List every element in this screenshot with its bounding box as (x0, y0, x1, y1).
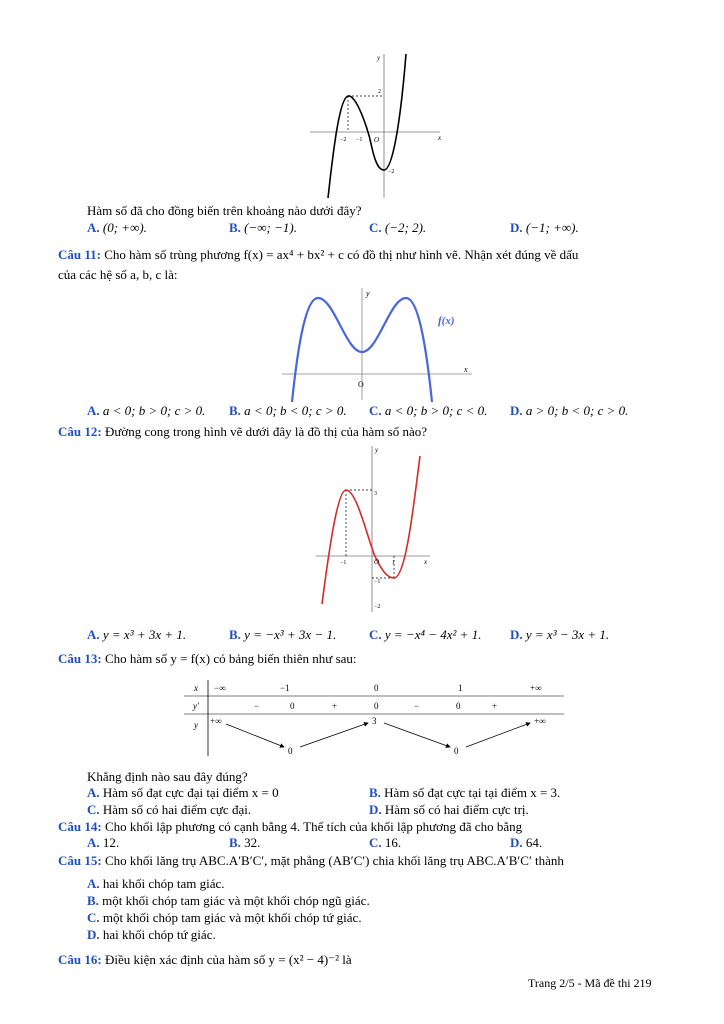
question-label: Câu 15: (58, 853, 102, 868)
sign-2: − (414, 701, 420, 711)
question-text: Cho hàm số y = f(x) có bảng biến thiên như sau: (104, 651, 357, 666)
q15-option-a[interactable] (87, 876, 225, 892)
variation-table (180, 676, 570, 760)
option-label: A. (87, 220, 100, 235)
option-label: A. (87, 835, 100, 850)
sign-1: + (332, 701, 338, 711)
option-label: B. (229, 835, 241, 850)
option-text: y = x³ + 3x + 1. (102, 627, 187, 642)
x-value-1: −1 (280, 683, 290, 693)
q11-option-a[interactable] (87, 403, 205, 419)
origin-label: O (374, 136, 380, 144)
option-label: D. (510, 627, 523, 642)
x-axis-label: x (424, 558, 428, 566)
tick-minus-2: −2 (340, 137, 347, 143)
option-label: C. (369, 627, 382, 642)
q14-option-d[interactable] (510, 835, 542, 851)
question-label: Câu 12: (58, 424, 102, 439)
option-label: A. (87, 627, 100, 642)
x-value-0: −∞ (214, 683, 226, 693)
option-text: 32. (244, 835, 261, 850)
x-value-4: +∞ (530, 683, 542, 693)
q15-stem (58, 853, 564, 869)
tick-y-minus-1: −1 (374, 579, 381, 585)
tick-x-minus-1: −1 (340, 560, 347, 566)
q13-option-b[interactable] (369, 785, 560, 801)
option-text: y = −x⁴ − 4x² + 1. (384, 627, 482, 642)
q13-stem-2: Khẳng định nào sau đây đúng? (87, 769, 248, 784)
option-text: 64. (525, 835, 543, 850)
question-label: Câu 13: (58, 651, 102, 666)
zero-1: 0 (374, 701, 379, 711)
zero-0: 0 (290, 701, 295, 711)
x-value-3: 1 (458, 683, 463, 693)
option-label: C. (369, 403, 382, 418)
tick-y-top: 2 (378, 89, 381, 95)
question-text: Điều kiện xác định của hàm số y = (x² − 4)⁻² là (104, 952, 352, 967)
option-text: Hàm số có hai điểm cực trị. (384, 802, 529, 817)
option-label: B. (229, 627, 241, 642)
option-label: C. (87, 802, 100, 817)
option-label: B. (229, 403, 241, 418)
sign-0: − (254, 701, 260, 711)
q13-option-c[interactable] (87, 802, 251, 818)
question-label: Câu 16: (58, 952, 102, 967)
q12-stem (58, 424, 427, 440)
arrow-up-1 (300, 723, 368, 747)
graph-quartic (278, 284, 478, 402)
q16-stem (58, 952, 352, 968)
q12-option-a[interactable] (87, 627, 186, 643)
q15-option-d[interactable] (87, 927, 216, 943)
option-text: (−2; 2). (384, 220, 427, 235)
curve-label: f(x) (438, 315, 455, 327)
option-text: y = −x³ + 3x − 1. (244, 627, 337, 642)
q12-option-b[interactable] (229, 627, 336, 643)
q10-stem: Hàm số đã cho đồng biến trên khoảng nào dưới đây? (87, 203, 362, 218)
row-label-x: x (194, 683, 198, 693)
q11-option-b[interactable] (229, 403, 347, 419)
arrow-down-1 (226, 724, 284, 747)
x-axis-label: x (438, 134, 442, 142)
option-label: D. (510, 835, 523, 850)
option-label: C. (87, 910, 100, 925)
cubic-curve (328, 54, 406, 198)
question-text: Cho khối lập phương có cạnh bằng 4. Thể tích của khối lập phương đã cho bằng (104, 819, 523, 834)
y-value-0: +∞ (210, 716, 222, 726)
q15-option-b[interactable] (87, 893, 370, 909)
q10-option-a[interactable] (87, 220, 147, 236)
option-text: hai khối chóp tam giác. (102, 876, 225, 891)
q11-stem-2: của các hệ số a, b, c là: (58, 267, 178, 282)
q13-option-a[interactable] (87, 785, 279, 801)
question-text: Cho hàm số trùng phương f(x) = ax⁴ + bx² + c có đồ thị như hình vẽ. Nhận xét đúng về dấu (104, 247, 579, 262)
y-axis-label: y (366, 289, 370, 298)
graph-cubic-red (312, 442, 436, 614)
graph-cubic (300, 48, 450, 200)
option-label: D. (510, 220, 523, 235)
arrow-down-2 (384, 723, 450, 747)
option-label: A. (87, 403, 100, 418)
option-text: 16. (384, 835, 402, 850)
option-text: (−∞; −1). (244, 220, 297, 235)
option-label: D. (369, 802, 382, 817)
row-label-yprime: y′ (193, 701, 199, 711)
q15-option-c[interactable] (87, 910, 362, 926)
option-label: B. (87, 893, 99, 908)
question-text: Cho khối lăng trụ ABC.A′B′C′, mặt phẳng (AB′C′) chia khối lăng trụ ABC.A′B′C′ thành (104, 853, 564, 868)
q10-option-c[interactable] (369, 220, 426, 236)
question-label: Câu 14: (58, 819, 102, 834)
option-label: C. (369, 835, 382, 850)
y-value-4: +∞ (534, 716, 546, 726)
q14-option-b[interactable] (229, 835, 260, 851)
q14-option-c[interactable] (369, 835, 401, 851)
question-text: Đường cong trong hình vẽ dưới đây là đồ thị của hàm số nào? (104, 424, 428, 439)
y-value-1: 0 (288, 746, 293, 756)
option-label: D. (87, 927, 100, 942)
question-label: Câu 11: (58, 247, 101, 262)
option-text: (−1; +∞). (525, 220, 579, 235)
option-label: D. (510, 403, 523, 418)
q13-option-d[interactable] (369, 802, 529, 818)
option-text: Hàm số có hai điểm cực đại. (102, 802, 252, 817)
option-text: y = x³ − 3x + 1. (525, 627, 610, 642)
tick-y-minus-2: −2 (374, 604, 381, 610)
option-label: B. (369, 785, 381, 800)
tick-minus-1: −1 (356, 137, 363, 143)
option-text: (0; +∞). (102, 220, 147, 235)
y-axis-label: y (375, 446, 379, 454)
row-label-y: y (194, 720, 198, 730)
q12-option-d[interactable] (510, 627, 609, 643)
y-value-2: 3 (372, 716, 377, 726)
tick-y-3: 3 (374, 491, 377, 497)
x-axis-label: x (464, 365, 468, 374)
option-label: B. (229, 220, 241, 235)
sign-3: + (492, 701, 498, 711)
q12-option-c[interactable] (369, 627, 481, 643)
q14-option-a[interactable] (87, 835, 119, 851)
option-text: hai khối chóp tứ giác. (102, 927, 216, 942)
q13-stem (58, 651, 357, 667)
q11-option-d[interactable] (510, 403, 628, 419)
option-label: C. (369, 220, 382, 235)
option-text: Hàm số đạt cực đại tại điểm x = 0 (102, 785, 279, 800)
origin-label: O (358, 380, 364, 389)
option-text: a < 0; b > 0; c < 0. (384, 403, 488, 418)
option-text: a > 0; b < 0; c > 0. (525, 403, 629, 418)
x-value-2: 0 (374, 683, 379, 693)
option-text: Hàm số đạt cực tại tại điểm x = 3. (384, 785, 561, 800)
arrow-up-2 (466, 723, 530, 747)
option-text: một khối chóp tam giác và một khối chóp ngũ giác. (102, 893, 370, 908)
tick-y-bottom: −2 (388, 169, 395, 175)
option-text: a < 0; b > 0; c > 0. (102, 403, 206, 418)
q14-stem (58, 819, 522, 835)
y-value-3: 0 (454, 746, 459, 756)
y-axis-label: y (377, 54, 381, 62)
option-label: A. (87, 876, 100, 891)
option-text: một khối chóp tam giác và một khối chóp tứ giác. (102, 910, 362, 925)
q10-option-b[interactable] (229, 220, 297, 236)
origin-label: O (374, 558, 380, 566)
page-footer: Trang 2/5 - Mã đề thi 219 (528, 976, 652, 990)
option-text: 12. (102, 835, 120, 850)
q11-option-c[interactable] (369, 403, 487, 419)
q11-stem (58, 247, 578, 263)
q10-option-d[interactable] (510, 220, 579, 236)
option-text: a < 0; b < 0; c > 0. (244, 403, 347, 418)
option-label: A. (87, 785, 100, 800)
cubic-curve-red (322, 456, 420, 604)
zero-2: 0 (456, 701, 461, 711)
tick-x-1: 1 (392, 560, 395, 566)
